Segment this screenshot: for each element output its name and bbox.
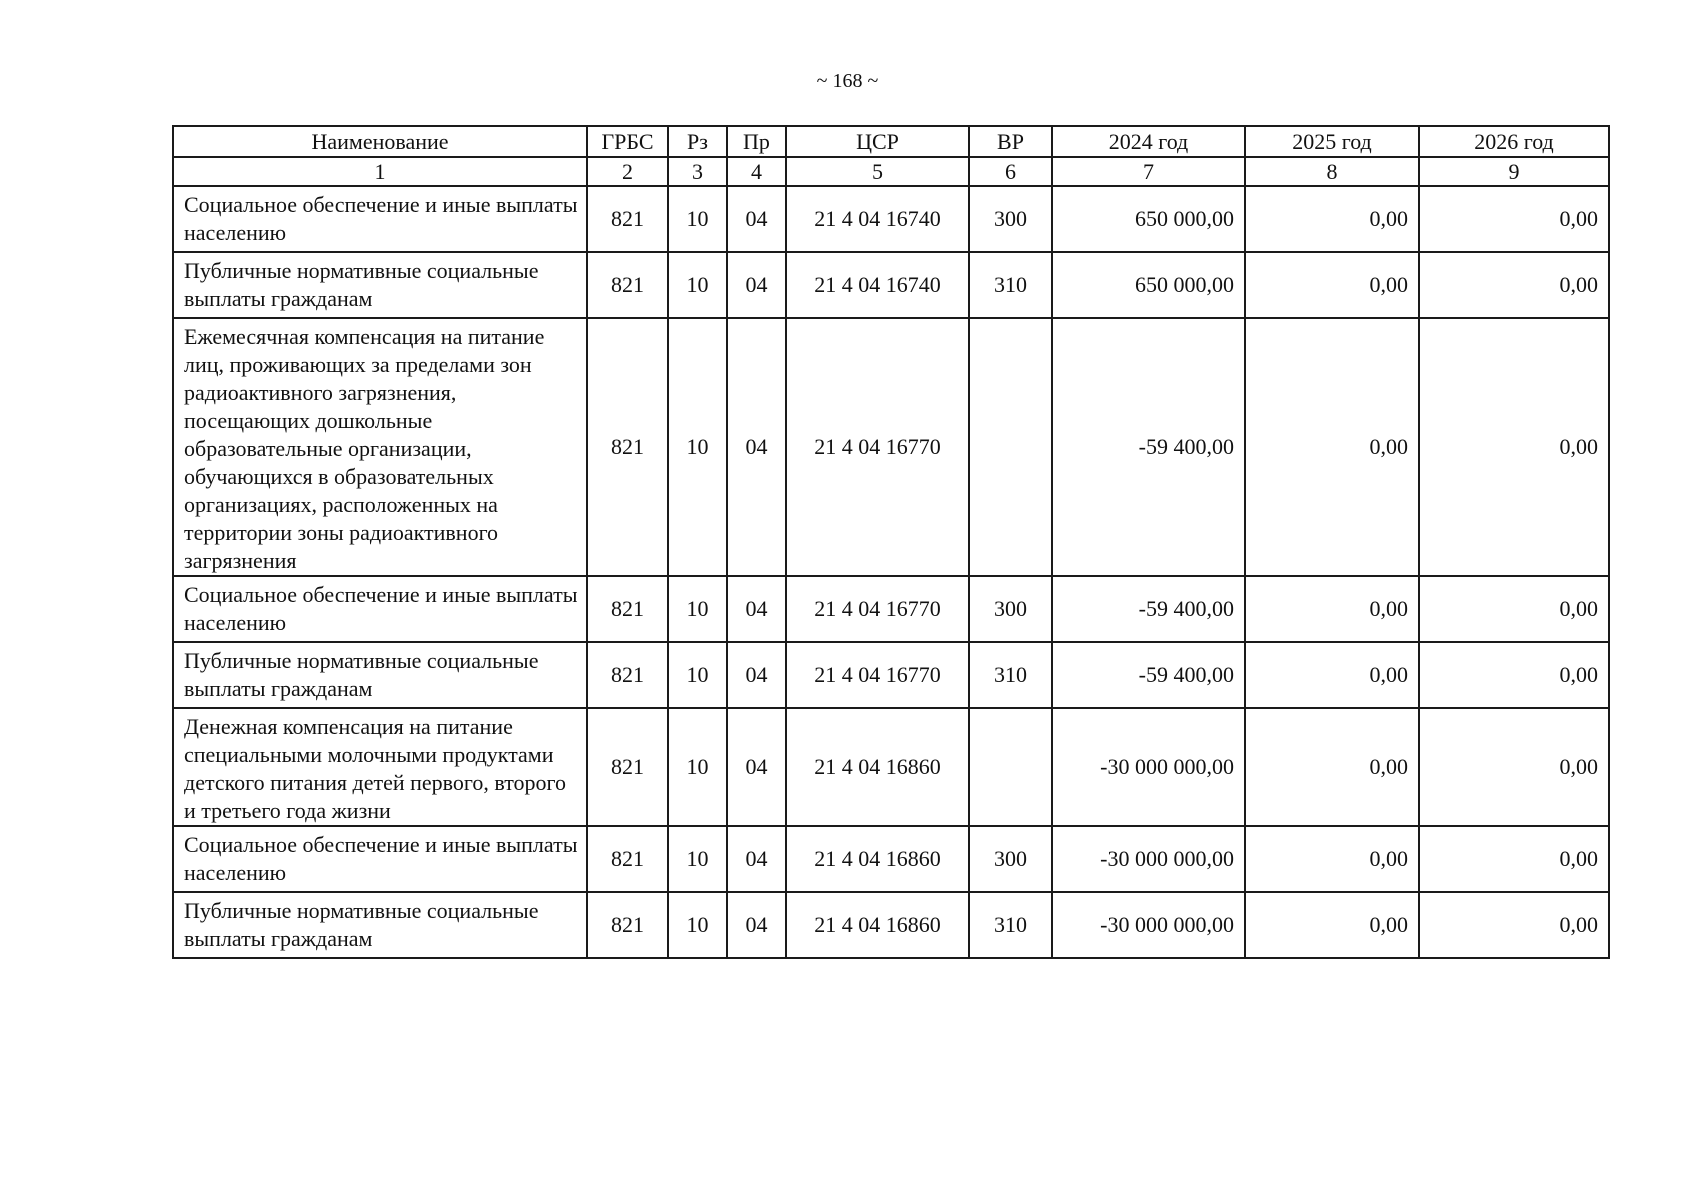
row-csr: 21 4 04 16740 bbox=[786, 186, 969, 252]
row-rz: 10 bbox=[668, 708, 727, 826]
row-2024: -59 400,00 bbox=[1052, 576, 1245, 642]
row-csr: 21 4 04 16860 bbox=[786, 826, 969, 892]
table-row bbox=[173, 642, 1609, 708]
column-number: 2 bbox=[587, 157, 668, 186]
row-2024: -30 000 000,00 bbox=[1052, 826, 1245, 892]
row-csr: 21 4 04 16740 bbox=[786, 252, 969, 318]
row-2024: -30 000 000,00 bbox=[1052, 708, 1245, 826]
budget-table bbox=[172, 125, 1610, 959]
table-row bbox=[173, 576, 1609, 642]
row-vr bbox=[969, 318, 1052, 576]
table-row bbox=[173, 826, 1609, 892]
row-rz: 10 bbox=[668, 826, 727, 892]
column-number: 7 bbox=[1052, 157, 1245, 186]
row-name: Публичные нормативные социальные выплаты гражданам bbox=[173, 252, 587, 318]
row-vr: 310 bbox=[969, 892, 1052, 958]
row-vr: 300 bbox=[969, 826, 1052, 892]
row-csr: 21 4 04 16770 bbox=[786, 318, 969, 576]
column-number: 3 bbox=[668, 157, 727, 186]
column-number-row bbox=[173, 157, 1609, 186]
column-number: 5 bbox=[786, 157, 969, 186]
table-row bbox=[173, 318, 1609, 576]
column-number: 6 bbox=[969, 157, 1052, 186]
row-pr: 04 bbox=[727, 252, 786, 318]
row-csr: 21 4 04 16770 bbox=[786, 576, 969, 642]
row-rz: 10 bbox=[668, 318, 727, 576]
row-2025: 0,00 bbox=[1245, 892, 1419, 958]
row-2024: 650 000,00 bbox=[1052, 252, 1245, 318]
row-2024: -30 000 000,00 bbox=[1052, 892, 1245, 958]
row-grbs: 821 bbox=[587, 826, 668, 892]
header-cell-grbs: ГРБС bbox=[587, 126, 668, 157]
row-grbs: 821 bbox=[587, 892, 668, 958]
row-2026: 0,00 bbox=[1419, 186, 1609, 252]
row-2025: 0,00 bbox=[1245, 708, 1419, 826]
row-pr: 04 bbox=[727, 186, 786, 252]
row-2025: 0,00 bbox=[1245, 642, 1419, 708]
table-row bbox=[173, 186, 1609, 252]
table-row bbox=[173, 252, 1609, 318]
row-2026: 0,00 bbox=[1419, 642, 1609, 708]
row-2025: 0,00 bbox=[1245, 186, 1419, 252]
row-pr: 04 bbox=[727, 318, 786, 576]
row-vr: 310 bbox=[969, 642, 1052, 708]
header-cell-name: Наименование bbox=[173, 126, 587, 157]
row-grbs: 821 bbox=[587, 318, 668, 576]
row-pr: 04 bbox=[727, 576, 786, 642]
row-pr: 04 bbox=[727, 826, 786, 892]
table-row bbox=[173, 892, 1609, 958]
row-grbs: 821 bbox=[587, 186, 668, 252]
row-name: Ежемесячная компенсация на питание лиц, проживающих за пределами зон радиоактивного загрязнения, посещающих дошкольные образовательные организации, обучающихся в образовательных организациях, расположенных на территории зоны радиоактивного загрязнения bbox=[173, 318, 587, 576]
page-number: ~ 168 ~ bbox=[816, 70, 879, 92]
header-cell-csr: ЦСР bbox=[786, 126, 969, 157]
row-rz: 10 bbox=[668, 576, 727, 642]
row-name: Социальное обеспечение и иные выплаты населению bbox=[173, 576, 587, 642]
header-cell-2025: 2025 год bbox=[1245, 126, 1419, 157]
row-2026: 0,00 bbox=[1419, 252, 1609, 318]
row-rz: 10 bbox=[668, 186, 727, 252]
header-cell-pr: Пр bbox=[727, 126, 786, 157]
column-number: 1 bbox=[173, 157, 587, 186]
row-grbs: 821 bbox=[587, 642, 668, 708]
row-name: Социальное обеспечение и иные выплаты населению bbox=[173, 186, 587, 252]
column-number: 8 bbox=[1245, 157, 1419, 186]
column-number: 9 bbox=[1419, 157, 1609, 186]
row-csr: 21 4 04 16770 bbox=[786, 642, 969, 708]
row-2024: 650 000,00 bbox=[1052, 186, 1245, 252]
row-2024: -59 400,00 bbox=[1052, 318, 1245, 576]
header-cell-2026: 2026 год bbox=[1419, 126, 1609, 157]
row-2025: 0,00 bbox=[1245, 576, 1419, 642]
row-2024: -59 400,00 bbox=[1052, 642, 1245, 708]
header-cell-vr: ВР bbox=[969, 126, 1052, 157]
row-rz: 10 bbox=[668, 892, 727, 958]
row-pr: 04 bbox=[727, 642, 786, 708]
row-2026: 0,00 bbox=[1419, 892, 1609, 958]
row-vr bbox=[969, 708, 1052, 826]
header-cell-rz: Рз bbox=[668, 126, 727, 157]
row-name: Публичные нормативные социальные выплаты гражданам bbox=[173, 892, 587, 958]
row-csr: 21 4 04 16860 bbox=[786, 708, 969, 826]
row-name: Публичные нормативные социальные выплаты гражданам bbox=[173, 642, 587, 708]
row-csr: 21 4 04 16860 bbox=[786, 892, 969, 958]
row-vr: 310 bbox=[969, 252, 1052, 318]
row-name: Социальное обеспечение и иные выплаты населению bbox=[173, 826, 587, 892]
row-vr: 300 bbox=[969, 186, 1052, 252]
row-2026: 0,00 bbox=[1419, 576, 1609, 642]
row-pr: 04 bbox=[727, 708, 786, 826]
row-2025: 0,00 bbox=[1245, 318, 1419, 576]
row-grbs: 821 bbox=[587, 576, 668, 642]
row-2026: 0,00 bbox=[1419, 318, 1609, 576]
row-rz: 10 bbox=[668, 252, 727, 318]
row-vr: 300 bbox=[969, 576, 1052, 642]
row-grbs: 821 bbox=[587, 708, 668, 826]
row-2026: 0,00 bbox=[1419, 826, 1609, 892]
header-cell-2024: 2024 год bbox=[1052, 126, 1245, 157]
row-2025: 0,00 bbox=[1245, 826, 1419, 892]
row-name: Денежная компенсация на питание специальными молочными продуктами детского питания детей первого, второго и третьего года жизни bbox=[173, 708, 587, 826]
row-rz: 10 bbox=[668, 642, 727, 708]
table-row bbox=[173, 708, 1609, 826]
row-pr: 04 bbox=[727, 892, 786, 958]
row-2025: 0,00 bbox=[1245, 252, 1419, 318]
row-grbs: 821 bbox=[587, 252, 668, 318]
column-number: 4 bbox=[727, 157, 786, 186]
header-row bbox=[173, 126, 1609, 157]
row-2026: 0,00 bbox=[1419, 708, 1609, 826]
